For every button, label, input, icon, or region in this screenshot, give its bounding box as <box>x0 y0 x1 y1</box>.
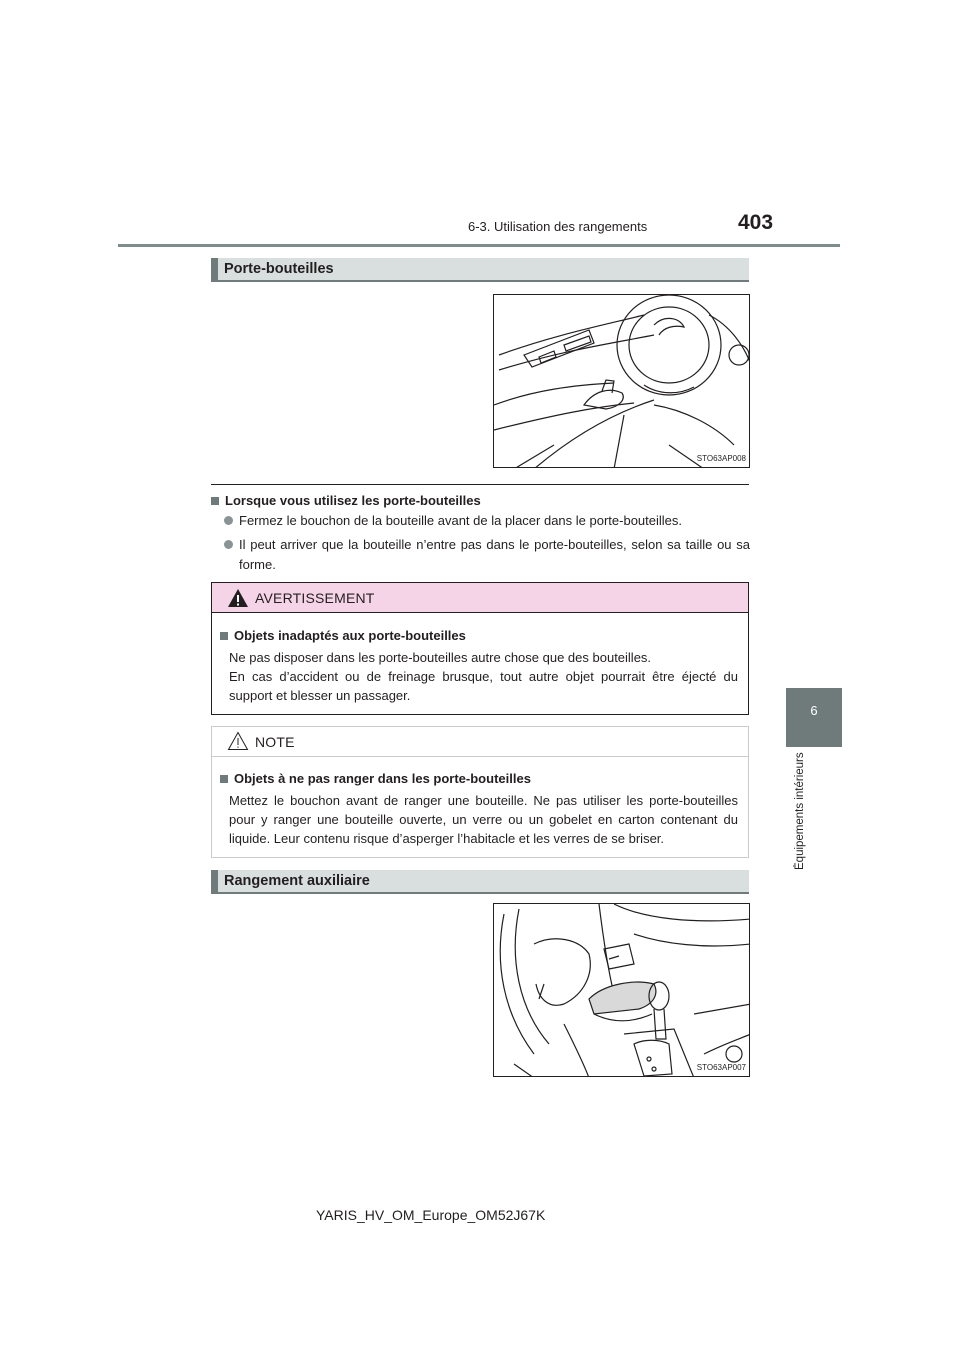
section-heading-title: Rangement auxiliaire <box>224 873 370 889</box>
notice-heading: Objets à ne pas ranger dans les porte-bouteilles <box>220 769 738 788</box>
auxiliary-storage-illustration <box>493 903 750 1077</box>
square-bullet-icon <box>211 497 219 505</box>
section-heading-auxiliary-storage <box>211 870 749 894</box>
section-heading-bar <box>211 258 218 282</box>
cup-holder-illustration <box>493 294 750 468</box>
cup-holder-line-drawing <box>494 295 750 468</box>
warning-heading: Objets inadaptés aux porte-bouteilles <box>220 626 738 645</box>
notice-label: NOTE <box>255 734 295 750</box>
caution-outline-icon <box>227 731 249 751</box>
section-heading-title: Porte-bouteilles <box>224 261 334 277</box>
warning-content <box>220 626 738 705</box>
figure-code: STO63AP008 <box>696 454 746 463</box>
document-code: YARIS_HV_OM_Europe_OM52J67K <box>316 1207 546 1223</box>
chapter-number: 6 <box>810 703 818 718</box>
usage-heading: Lorsque vous utilisez les porte-bouteilles <box>211 493 481 508</box>
notice-header <box>212 727 748 757</box>
header-divider <box>118 244 840 247</box>
warning-line: Ne pas disposer dans les porte-bouteilles autre chose que des bouteilles. <box>229 650 652 665</box>
square-bullet-icon <box>220 775 228 783</box>
chapter-title: Équipements intérieurs <box>794 752 806 870</box>
page-number: 403 <box>738 211 774 234</box>
square-bullet-icon <box>220 632 228 640</box>
warning-label: AVERTISSEMENT <box>255 590 375 606</box>
usage-bullet: Fermez le bouchon de la bouteille avant de la placer dans le porte-bouteilles. <box>224 511 750 531</box>
content-divider <box>211 484 749 485</box>
notice-content <box>220 769 738 848</box>
warning-line: En cas d’accident ou de freinage brusque, tout autre objet pourrait être éjecté du support et blesser un passager. <box>229 669 738 703</box>
section-heading-cup-holders <box>211 258 749 282</box>
round-bullet-icon <box>224 516 233 525</box>
section-heading-bar <box>211 870 218 894</box>
usage-bullet: Il peut arriver que la bouteille n’entre pas dans le porte-bouteilles, selon sa taille ou sa forme. <box>224 535 750 575</box>
notice-box <box>211 726 749 858</box>
warning-triangle-icon <box>227 588 249 608</box>
round-bullet-icon <box>224 540 233 549</box>
warning-header <box>212 583 748 613</box>
notice-text: Mettez le bouchon avant de ranger une bouteille. Ne pas utiliser les porte-bouteilles pour y ranger une bouteille ouverte, un verre ou un gobelet en carton contenant du liquide. Leur contenu risque d’asperger l’habitacle et les verres de se briser. <box>229 793 738 846</box>
figure-code: STO63AP007 <box>696 1063 746 1072</box>
section-breadcrumb: 6-3. Utilisation des rangements <box>468 219 648 234</box>
auxiliary-storage-line-drawing <box>494 904 750 1077</box>
warning-box <box>211 582 749 715</box>
